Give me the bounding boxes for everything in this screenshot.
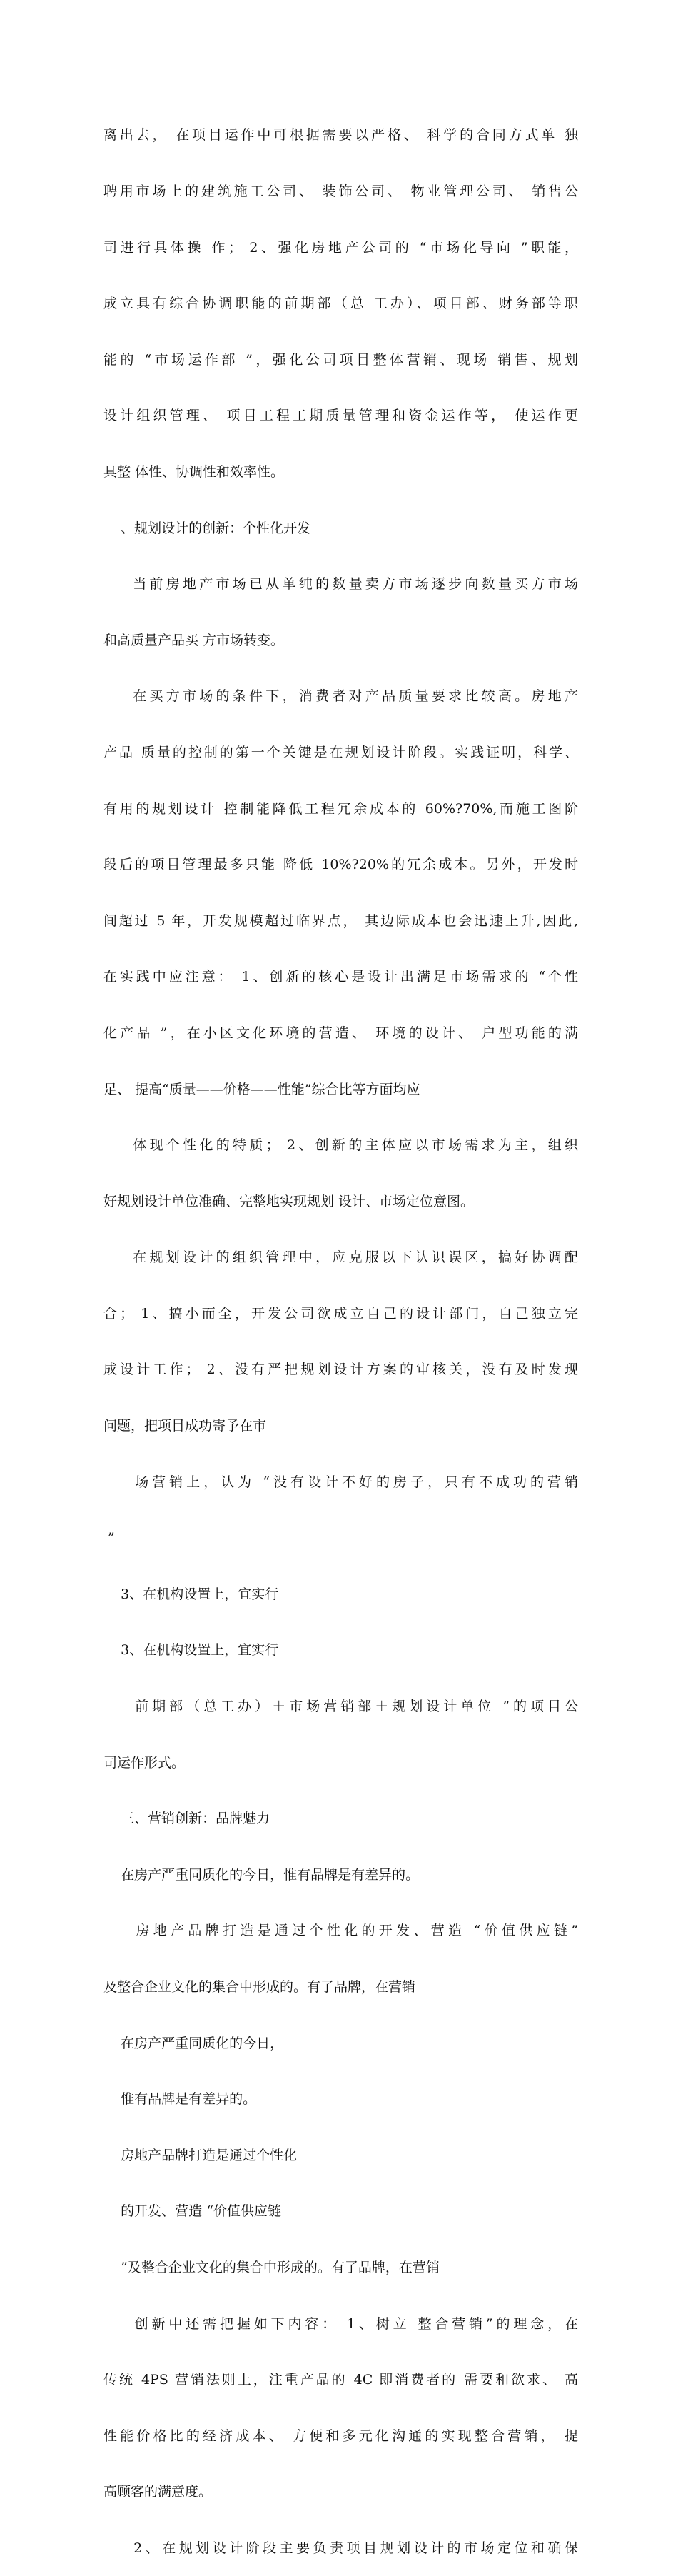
text-line: 离出去， 在项目运作中可根据需要以严格、 科学的合同方式单 独 bbox=[103, 127, 578, 144]
text-line: 问题，把项目成功寄予在市 bbox=[103, 1418, 267, 1434]
text-line: 惟有品牌是有差异的。 bbox=[103, 2091, 257, 2108]
text-line: 化产品 ”，在小区文化环境的营造、 环境的设计、 户型功能的满 bbox=[103, 1025, 578, 1041]
text-line: 在买方市场的条件下，消费者对产品质量要求比较高。房地产 bbox=[103, 688, 578, 705]
text-line: 司进行具体操 作； 2、强化房地产公司的 “市场化导向 ”职能， bbox=[103, 239, 578, 256]
text-line: 合； 1、搞小而全，开发公司欲成立自己的设计部门，自己独立完 bbox=[103, 1305, 578, 1322]
text-line: 的开发、营造 “价值供应链 bbox=[103, 2203, 281, 2220]
text-line: 成立具有综合协调职能的前期部（总 工办）、项目部、财务部等职 bbox=[103, 296, 578, 312]
text-line: 和高质量产品买 方市场转变。 bbox=[103, 632, 285, 648]
text-line: 及整合企业文化的集合中形成的。有了品牌，在营销 bbox=[103, 1979, 416, 1995]
text-line: 当前房地产市场已从单纯的数量卖方市场逐步向数量买方市场 bbox=[103, 576, 578, 593]
text-line: 2、在规划设计阶段主要负责项目规划设计的市场定位和确保 bbox=[103, 2540, 578, 2556]
text-line: ”及整合企业文化的集合中形成的。有了品牌，在营销 bbox=[103, 2259, 440, 2275]
text-line: 在实践中应注意： 1、创新的核心是设计出满足市场需求的 “个性 bbox=[103, 969, 578, 985]
text-line: 3、在机构设置上，宜实行 bbox=[103, 1586, 279, 1602]
text-line: ” bbox=[103, 1530, 115, 1546]
text-line: 体现个性化的特质； 2、创新的主体应以市场需求为主，组织 bbox=[103, 1137, 578, 1154]
text-line: 设计组织管理、 项目工程工期质量管理和资金运作等， 使运作更 bbox=[103, 408, 578, 424]
text-line: 在房产严重同质化的今日， bbox=[103, 2035, 284, 2051]
text-line: 房地产品牌打造是通过个性化的开发、营造 “价值供应链” bbox=[103, 1923, 578, 1939]
text-line: 高顾客的满意度。 bbox=[103, 2484, 213, 2500]
text-line: 具整 体性、协调性和效率性。 bbox=[103, 463, 285, 480]
text-line: 能的 “市场运作部 ”，强化公司项目整体营销、现场 销售、规划 bbox=[103, 351, 578, 368]
text-line: 聘用市场上的建筑施工公司、 装饰公司、 物业管理公司、 销售公 bbox=[103, 183, 578, 199]
text-line: 创新中还需把握如下内容： 1、树立 整合营销”的理念，在 bbox=[103, 2315, 578, 2332]
text-line: 段后的项目管理最多只能 降低 10%?20%的冗余成本。另外，开发时 bbox=[103, 857, 578, 873]
text-line: 司运作形式。 bbox=[103, 1754, 186, 1771]
text-line: 在规划设计的组织管理中，应克服以下认识误区，搞好协调配 bbox=[103, 1249, 578, 1266]
text-line: 有用的规划设计 控制能降低工程冗余成本的 60%?70%,而施工图阶 bbox=[103, 800, 578, 817]
document-page bbox=[103, 89, 578, 2576]
section-heading: 三、营销创新：品牌魅力 bbox=[103, 1811, 270, 1827]
text-line: 产品 质量的控制的第一个关键是在规划设计阶段。实践证明，科学、 bbox=[103, 744, 578, 760]
text-line: 足、 提高“质量——价格——性能”综合比等方面均应 bbox=[103, 1081, 420, 1097]
text-line: 好规划设计单位准确、完整地实现规划 设计、市场定位意图。 bbox=[103, 1193, 475, 1209]
text-line: 成设计工作； 2、没有严把规划设计方案的审核关，没有及时发现 bbox=[103, 1362, 578, 1378]
text-line: 在房产严重同质化的今日，惟有品牌是有差异的。 bbox=[103, 1866, 420, 1883]
text-line: 3、在机构设置上，宜实行 bbox=[103, 1642, 279, 1659]
text-line: 房地产品牌打造是通过个性化 bbox=[103, 2147, 298, 2163]
section-heading: 、规划设计的创新：个性化开发 bbox=[103, 520, 311, 536]
text-line: 场营销上，认为 “没有设计不好的房子，只有不成功的营销 bbox=[103, 1474, 578, 1490]
text-line: 传统 4PS 营销法则上，注重产品的 4C 即消费者的 需要和欲求、 高 bbox=[103, 2372, 578, 2388]
text-line: 间超过 5 年，开发规模超过临界点， 其边际成本也会迅速上升,因此, bbox=[103, 912, 578, 929]
text-line: 前期部（总工办）＋市场营销部＋规划设计单位 ”的项目公 bbox=[103, 1699, 578, 1715]
text-line: 性能价格比的经济成本、 方便和多元化沟通的实现整合营销， 提 bbox=[103, 2427, 578, 2444]
